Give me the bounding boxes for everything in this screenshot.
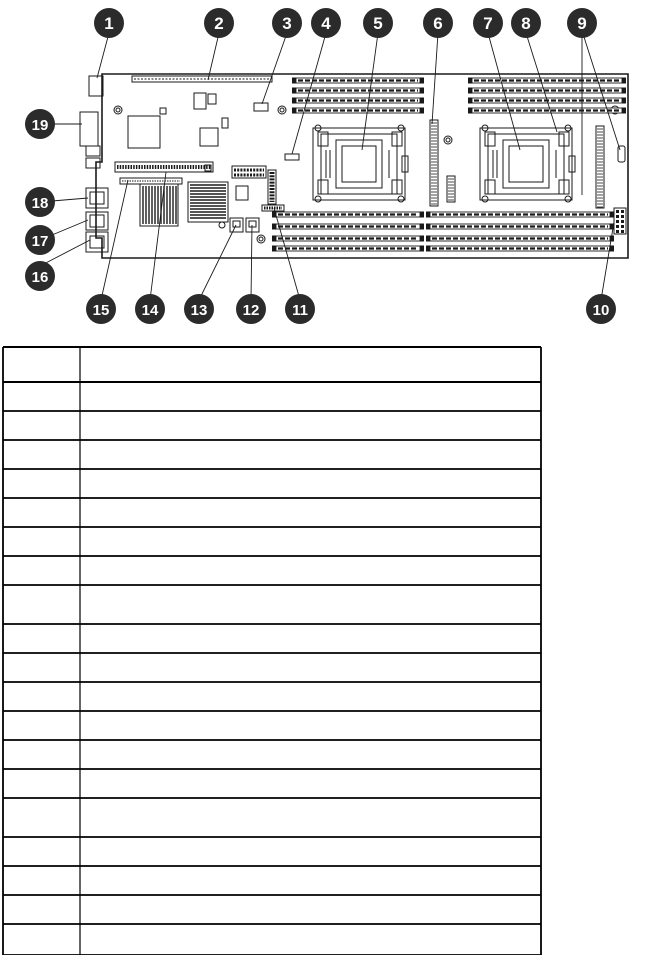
callout-15: [86, 294, 116, 324]
callout-3: [272, 8, 302, 38]
dimm-slot: [292, 108, 424, 114]
table-row: [3, 798, 541, 837]
table-row: [3, 895, 541, 924]
dimm-slot: [426, 212, 614, 218]
header-connector-3: [254, 103, 268, 111]
callout-12: [236, 294, 266, 324]
connector-pin: [621, 215, 624, 218]
table-row: [3, 556, 541, 585]
table-header-row: [3, 347, 541, 382]
connector-pin: [621, 210, 624, 213]
callout-13: [184, 294, 214, 324]
callout-number: 6: [433, 14, 443, 33]
callout-8: [511, 8, 541, 38]
table-row: [3, 527, 541, 556]
serial-port: [80, 112, 98, 146]
callout-number: 8: [521, 14, 531, 33]
callout-number: 7: [483, 14, 493, 33]
connector-pin: [621, 225, 624, 228]
component-legend-table: [0, 346, 657, 955]
callout-number: 16: [31, 269, 49, 286]
callout-number: 4: [321, 14, 331, 33]
mounting-hole: [257, 235, 265, 243]
rear-small-port-a: [86, 146, 100, 156]
dimm-slot: [272, 224, 424, 230]
callout-2: [204, 8, 234, 38]
table-row: [3, 469, 541, 498]
table-row: [3, 624, 541, 653]
table-row: [3, 924, 541, 955]
callout-number: 17: [31, 233, 49, 250]
system-board-diagram: [0, 0, 657, 330]
callout-number: 11: [292, 302, 308, 319]
table-row: [3, 382, 541, 411]
callout-5: [363, 8, 393, 38]
connector-pin: [621, 220, 624, 223]
dimm-slot: [292, 98, 424, 104]
dimm-slot: [468, 108, 626, 114]
connector-pin: [616, 210, 619, 213]
cpu-socket-1: [313, 125, 408, 202]
dimm-slot: [272, 236, 424, 242]
callout-number: 10: [592, 302, 610, 319]
callout-number: 13: [190, 302, 208, 319]
table-row: [3, 866, 541, 895]
table-row: [3, 837, 541, 866]
component-4: [285, 154, 299, 160]
callout-16: [25, 261, 55, 291]
table-row: [3, 440, 541, 469]
callout-19: [25, 109, 55, 139]
rj45-port-3: [86, 232, 108, 252]
dimm-slot: [292, 88, 424, 94]
rear-connector-top: [89, 76, 103, 96]
callout-9: [567, 8, 597, 38]
connector-pin: [616, 230, 619, 233]
table-row: [3, 682, 541, 711]
dimm-slot: [272, 246, 424, 252]
callout-1: [94, 8, 124, 38]
callout-number: 14: [141, 302, 159, 319]
rj45-port-1: [86, 188, 108, 208]
callout-14: [135, 294, 165, 324]
power-connector-10: [614, 208, 626, 234]
callout-number: 2: [214, 14, 224, 33]
table-row: [3, 498, 541, 527]
table-row: [3, 411, 541, 440]
vrm-strip-2: [447, 176, 455, 202]
callout-6: [423, 8, 453, 38]
chip-small: [200, 128, 218, 146]
table-row: [3, 769, 541, 798]
callout-number: 15: [92, 302, 110, 319]
dimm-slot: [426, 246, 614, 252]
connector-pin: [621, 230, 624, 233]
chip-large: [128, 116, 160, 148]
callout-number: 19: [31, 117, 49, 134]
connector-pin: [616, 220, 619, 223]
rear-small-port-b: [86, 158, 100, 168]
table-row: [3, 740, 541, 769]
callout-number: 18: [31, 195, 49, 212]
connector-pin: [616, 225, 619, 228]
callout-18: [25, 187, 55, 217]
callout-number: 9: [577, 14, 587, 33]
callout-7: [473, 8, 503, 38]
dimm-slot: [468, 88, 626, 94]
callout-number: 5: [373, 14, 383, 33]
sata-connector-13: [230, 218, 243, 232]
mounting-hole: [444, 136, 452, 144]
connector-pin: [616, 215, 619, 218]
callout-4: [311, 8, 341, 38]
callout-number: 12: [242, 302, 260, 319]
table-row: [3, 585, 541, 624]
table-row: [3, 711, 541, 740]
dimm-slot: [272, 212, 424, 218]
dimm-slot: [426, 224, 614, 230]
table-row: [3, 653, 541, 682]
mounting-hole: [114, 106, 122, 114]
callout-17: [25, 225, 55, 255]
vrm-strip-1: [430, 120, 438, 206]
mounting-hole: [278, 106, 286, 114]
dimm-slot: [426, 236, 614, 242]
cpu-socket-2: [480, 125, 575, 202]
callout-number: 1: [104, 14, 114, 33]
sata-connector-12: [246, 218, 259, 232]
callout-10: [586, 294, 616, 324]
callout-11: [285, 294, 315, 324]
dimm-slot: [468, 78, 626, 84]
callout-number: 3: [282, 14, 292, 33]
